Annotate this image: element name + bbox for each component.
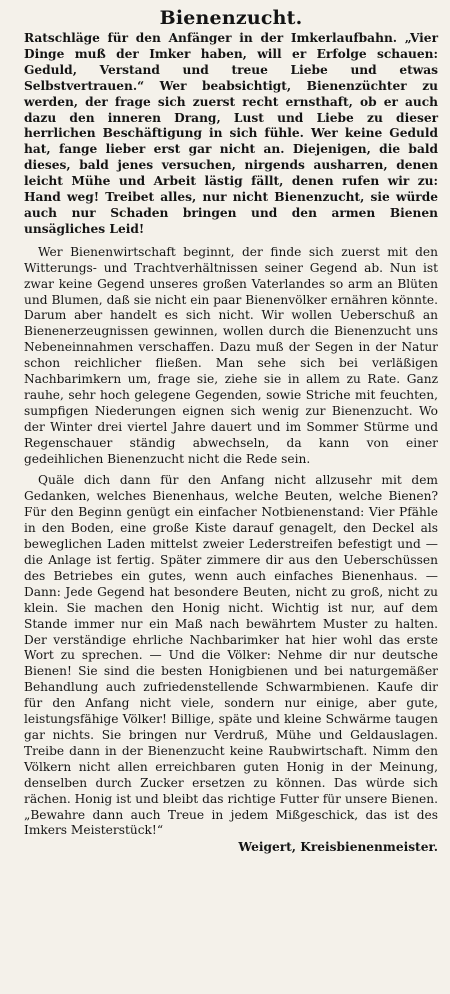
paragraph-intro: Ratschläge für den Anfänger in der Imkerlaufbahn. „Vier Dinge muß der Imker haben, will er Erfolge schauen: Geduld, Verstand und treue Liebe und etwas Selbstvertrauen.“ Wer beabsichtigt, Bienenzüchter zu werden, der frage sich zuerst recht ernsthaft, ob er auch dazu den inneren Drang, Lust und Liebe zu dieser herrlichen Beschäftigung in sich fühle. Wer keine Geduld hat, fange lieber erst gar nicht an. Diejenigen, die bald dieses, bald jenes versuchen, nirgends ausharren, denen leicht Mühe und Arbeit lästig fällt, denen rufen wir zu: Hand weg! Treibet alles, nur nicht Bienenzucht, sie würde auch nur Schaden bringen und den armen Bienen unsägliches Leid! [24, 31, 438, 236]
paragraph-location: Wer Bienenwirtschaft beginnt, der finde sich zuerst mit den Witterungs- und Trachtverhältnissen seiner Gegend ab. Nun ist zwar keine Gegend unseres großen Vaterlandes so arm an Blüten und Blumen, daß sie nicht ein paar Bienenvölker ernähren könnte. Darum aber handelt es sich nicht. Wir wollen Ueberschuß an Bienenerzeugnissen gewinnen, wollen durch die Bienenzucht uns Nebeneinnahmen verschaffen. Dazu muß der Segen in der Natur schon reichlicher fließen. Man sehe sich bei verläßigen Nachbarimkern um, frage sie, ziehe sie in allem zu Rate. Ganz rauhe, sehr hoch gelegene Gegenden, sowie Striche mit feuchten, sumpfigen Niederungen eignen sich wenig zur Bienenzucht. Wo der Winter drei viertel Jahre dauert und im Sommer Stürme und Regenschauer ständig abwechseln, da kann von einer gedeihlichen Bienenzucht nicht die Rede sein. [24, 244, 438, 466]
paragraph-equipment: Quäle dich dann für den Anfang nicht allzusehr mit dem Gedanken, welches Bienenhaus, welche Beuten, welche Bienen? Für den Beginn genügt ein einfacher Notbienenstand: Vier Pfähle in den Boden, eine große Kiste darauf genagelt, den Deckel als beweglichen Laden mittelst zweier Lederstreifen befestigt und — die Anlage ist fertig. Später zimmere dir aus den Ueberschüssen des Betriebes ein gutes, wenn auch einfaches Bienenhaus. — Dann: Jede Gegend hat besondere Beuten, nicht zu groß, nicht zu klein. Sie machen den Honig nicht. Wichtig ist nur, auf dem Stande immer nur ein Maß nach bewährtem Muster zu halten. Der verständige ehrliche Nachbarimker hat hier wohl das erste Wort zu sprechen. — Und die Völker: Nehme dir nur deutsche Bienen! Sie sind die besten Honigbienen und bei naturgemäßer Behandlung auch zufriedenstellende Schwarmbienen. Kaufe dir für den Anfang nicht viele, sondern nur einige, aber gute, leistungsfähige Völker! Billige, späte und kleine Schwärme taugen gar nichts. Sie bringen nur Verdruß, Mühe und Geldauslagen. Treibe dann in der Bienenzucht keine Raubwirtschaft. Nimm den Völkern nicht allen erreichbaren guten Honig in der Meinung, denselben durch Zucker ersetzen zu können. Das würde sich rächen. Honig ist und bleibt das richtige Futter für unsere Bienen. „Bewahre dann auch Treue in jedem Mißgeschick, das ist des Imkers Meisterstück!“ [24, 473, 438, 838]
author-signature: Weigert, Kreisbienenmeister. [238, 840, 438, 855]
article-title: Bienenzucht. [159, 7, 303, 29]
article-body [24, 31, 438, 839]
